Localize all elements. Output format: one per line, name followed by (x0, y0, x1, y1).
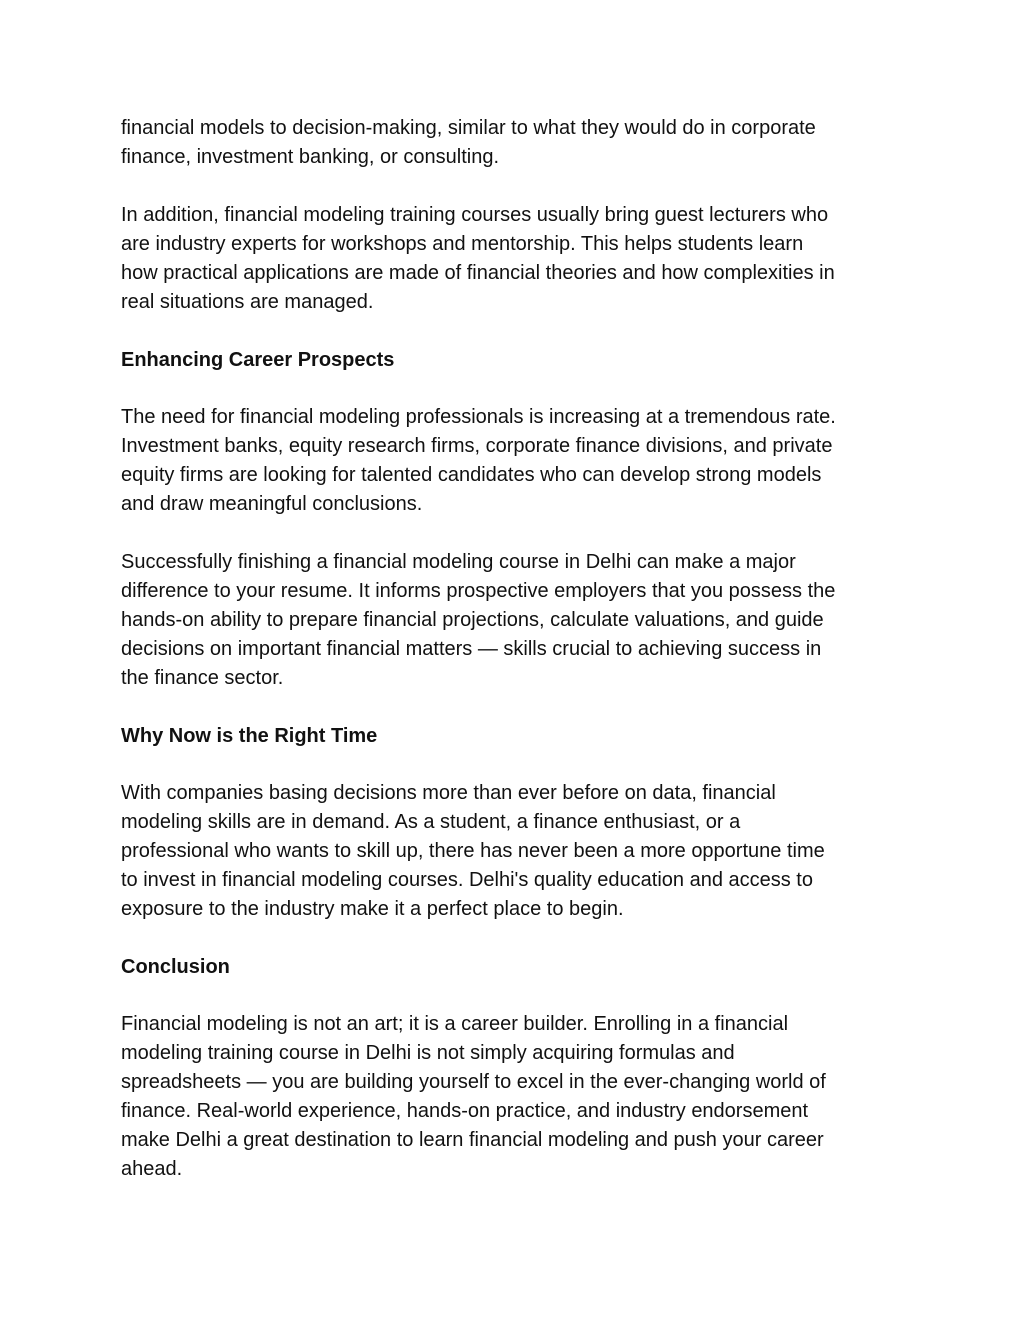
text-line: the finance sector. (121, 667, 284, 689)
text-line: professional who wants to skill up, there has never been a more opportune time (121, 840, 825, 862)
text-line: Successfully finishing a financial modeling course in Delhi can make a major (121, 551, 796, 573)
text-line: real situations are managed. (121, 291, 374, 313)
text-line: exposure to the industry make it a perfect place to begin. (121, 898, 624, 920)
text-line: Investment banks, equity research firms, corporate finance divisions, and private (121, 435, 833, 457)
paragraph-professional-demand (121, 403, 911, 519)
text-line: make Delhi a great destination to learn financial modeling and push your career (121, 1129, 824, 1151)
text-line: With companies basing decisions more than ever before on data, financial (121, 782, 776, 804)
heading-conclusion: Conclusion (121, 956, 230, 978)
text-line: decisions on important financial matters — skills crucial to achieving success in (121, 638, 822, 660)
text-line: modeling skills are in demand. As a student, a finance enthusiast, or a (121, 811, 741, 833)
text-line: finance, investment banking, or consulting. (121, 146, 499, 168)
text-line: In addition, financial modeling training courses usually bring guest lecturers who (121, 204, 829, 226)
text-line: Financial modeling is not an art; it is a career builder. Enrolling in a financial (121, 1013, 789, 1035)
heading-enhancing-career-prospects: Enhancing Career Prospects (121, 349, 395, 371)
paragraph-resume-value (121, 548, 911, 693)
text-line: financial models to decision-making, similar to what they would do in corporate (121, 117, 816, 139)
text-line: how practical applications are made of financial theories and how complexities in (121, 262, 835, 284)
heading-why-now: Why Now is the Right Time (121, 725, 378, 747)
text-line: finance. Real-world experience, hands-on practice, and industry endorsement (121, 1100, 809, 1122)
text-line: equity firms are looking for talented candidates who can develop strong models (121, 464, 822, 486)
paragraph-guest-lecturers (121, 201, 911, 317)
text-line: The need for financial modeling professionals is increasing at a tremendous rate. (121, 406, 836, 428)
text-line: to invest in financial modeling courses. Delhi's quality education and access to (121, 869, 813, 891)
paragraph-right-time (121, 779, 911, 924)
text-line: spreadsheets — you are building yourself to excel in the ever-changing world of (121, 1071, 826, 1093)
text-line: difference to your resume. It informs prospective employers that you possess the (121, 580, 836, 602)
text-line: modeling training course in Delhi is not simply acquiring formulas and (121, 1042, 735, 1064)
text-line: and draw meaningful conclusions. (121, 493, 423, 515)
text-line: are industry experts for workshops and mentorship. This helps students learn (121, 233, 804, 255)
paragraph-intro-continued (121, 114, 911, 172)
text-line: hands-on ability to prepare financial projections, calculate valuations, and guide (121, 609, 824, 631)
document-body (121, 114, 911, 1213)
text-line: ahead. (121, 1158, 183, 1180)
paragraph-conclusion (121, 1010, 911, 1184)
